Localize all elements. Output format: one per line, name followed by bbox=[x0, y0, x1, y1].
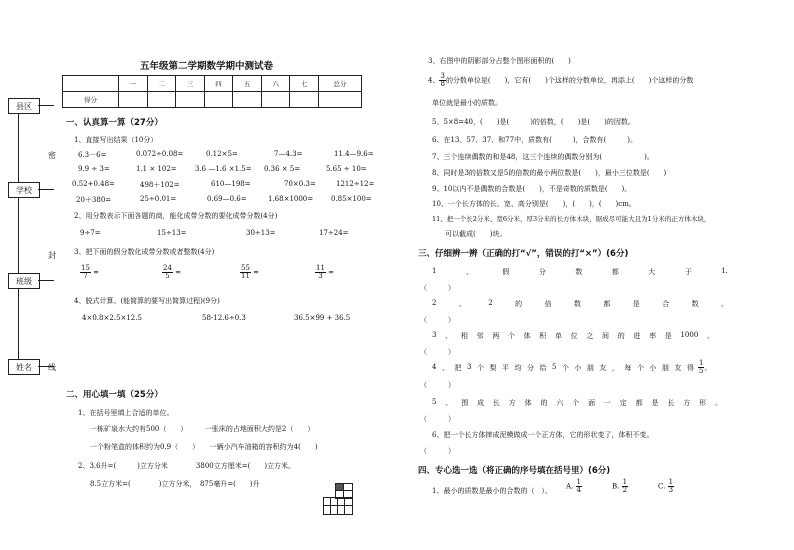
word: 的 bbox=[540, 399, 548, 407]
word: 是 bbox=[632, 300, 640, 308]
word: 得 bbox=[686, 363, 694, 372]
word: 体 bbox=[523, 332, 531, 340]
word: 5 bbox=[432, 398, 437, 406]
frac-num: 15 bbox=[81, 264, 90, 272]
q4-number: 4、 bbox=[428, 76, 440, 85]
grid-cell bbox=[324, 506, 331, 514]
name-label: 姓名 bbox=[16, 362, 32, 372]
word: 方 bbox=[683, 399, 691, 407]
word: 两 bbox=[492, 332, 500, 340]
word: 于 bbox=[684, 268, 692, 276]
improper-fraction bbox=[80, 265, 99, 280]
word: 3 bbox=[432, 331, 437, 339]
calc-cell: 11.4—9.6= bbox=[334, 150, 374, 158]
seal-xian: 线 bbox=[48, 363, 56, 372]
calc-cell: 610—198= bbox=[211, 180, 251, 188]
score-row-label: 得分 bbox=[63, 92, 119, 108]
calc-cell: 25÷0.01= bbox=[140, 195, 177, 203]
score-cell[interactable] bbox=[176, 92, 205, 108]
word: 合 bbox=[662, 300, 670, 308]
word: 、 bbox=[445, 399, 453, 407]
word: 1. bbox=[721, 267, 728, 275]
section2-heading: 二、用心填一填（25分） bbox=[66, 390, 163, 400]
county-box bbox=[8, 98, 40, 114]
word: 体 bbox=[524, 399, 532, 407]
answer-paren[interactable]: （ ） bbox=[420, 447, 455, 455]
word: 积 bbox=[539, 332, 547, 340]
expression-item: 36.5×99 + 36.5 bbox=[294, 314, 351, 322]
r-q8: 8、同时是3的倍数又是5的倍数的最小两位数是( )，最小三位数是( ) bbox=[432, 169, 667, 177]
frac-den: 4 bbox=[576, 486, 581, 494]
word: 是 bbox=[651, 399, 659, 407]
score-cell[interactable] bbox=[290, 92, 319, 108]
score-corner bbox=[63, 76, 119, 92]
score-cell[interactable] bbox=[204, 92, 233, 108]
grid-cell bbox=[338, 498, 345, 506]
word: 2 bbox=[432, 299, 437, 307]
s1-q2-label: 2、用分数表示下面各题的商，能化成带分数的要化成带分数(4分) bbox=[74, 212, 278, 220]
word: 数 bbox=[573, 300, 581, 308]
class-box bbox=[8, 273, 40, 289]
frac-num: 3 bbox=[440, 72, 445, 80]
frac-den: 5 bbox=[699, 367, 704, 375]
frac-num: 1 bbox=[699, 359, 704, 367]
r-q7: 7、三个连续偶数的和是48，这三个连续的偶数分别为( )。 bbox=[432, 153, 654, 161]
frac-den: 2 bbox=[622, 486, 628, 494]
score-header: 总分 bbox=[319, 76, 362, 92]
s2-q2a: 2、3.6升=( )立方分米 3800立方厘米=( )立方米。 bbox=[78, 462, 296, 470]
division-item: 30÷13= bbox=[246, 229, 276, 237]
calc-cell: 1.68×1000= bbox=[268, 195, 314, 203]
word: 都 bbox=[635, 399, 643, 407]
judge-item-2 bbox=[432, 299, 728, 309]
calc-cell: 3.6 —1.6 ×1.5= bbox=[195, 165, 252, 173]
option-label: B. bbox=[612, 482, 620, 491]
word: 围 bbox=[461, 399, 469, 407]
frac-num: 1 bbox=[668, 478, 674, 486]
page-title: 五年级第二学期数学期中测试卷 bbox=[140, 61, 274, 72]
word: 位 bbox=[570, 332, 578, 340]
word: 个 bbox=[636, 363, 644, 372]
judge-item-5 bbox=[432, 398, 722, 408]
blank-cell bbox=[344, 484, 352, 491]
r-q9: 9、10以内不是偶数的合数是( )，不是奇数的质数是( )。 bbox=[432, 185, 632, 193]
score-cell[interactable] bbox=[233, 92, 262, 108]
option-a[interactable] bbox=[566, 479, 582, 494]
school-box bbox=[8, 182, 40, 198]
calc-cell: 1212÷12= bbox=[336, 180, 375, 188]
word: 。 bbox=[714, 399, 722, 407]
word: 。 bbox=[721, 300, 728, 308]
score-header: 一 bbox=[119, 76, 148, 92]
word: 把 bbox=[454, 363, 462, 372]
word: 倍 bbox=[544, 300, 552, 308]
answer-paren[interactable]: （ ） bbox=[420, 381, 455, 389]
word: 小 bbox=[649, 363, 657, 372]
answer-paren[interactable]: （ ） bbox=[420, 316, 455, 324]
equals-sign: = bbox=[328, 268, 335, 277]
word: 成 bbox=[477, 399, 485, 407]
word: 数 bbox=[691, 300, 699, 308]
word: 3 bbox=[466, 362, 472, 371]
s4-q1: 1、最小的质数是最小的合数的（ ）。 bbox=[432, 487, 552, 495]
word: 率 bbox=[649, 332, 657, 340]
frac-num: 24 bbox=[163, 264, 172, 272]
word: 5 bbox=[551, 362, 557, 371]
word: 友 bbox=[674, 363, 682, 372]
word: 、 bbox=[458, 300, 466, 308]
word: 都 bbox=[611, 268, 619, 276]
word: 、 bbox=[465, 268, 473, 276]
section4-heading: 四、专心选一选（将正确的序号填在括号里）(6分) bbox=[418, 466, 611, 476]
equals-sign: = bbox=[253, 268, 260, 277]
word: 友 bbox=[599, 363, 607, 372]
word: 2 bbox=[488, 299, 493, 307]
expression-item: 58-12.6÷0.3 bbox=[202, 314, 246, 322]
word: 长 bbox=[667, 399, 675, 407]
division-item: 15÷13= bbox=[157, 229, 187, 237]
score-cell[interactable] bbox=[119, 92, 148, 108]
score-header: 四 bbox=[204, 76, 233, 92]
frac-num: 1 bbox=[576, 478, 581, 486]
score-cell[interactable] bbox=[319, 92, 362, 108]
s2-q1a: 一栋矿泉水大约有500（ ） 一张床的占地面积大约是2（ ） bbox=[90, 425, 315, 433]
s1-q4-label: 4、脱式计算。(能简算的要写出简算过程)(9分) bbox=[74, 297, 220, 305]
word: 相 bbox=[460, 332, 468, 340]
county-label: 县区 bbox=[16, 101, 32, 111]
word: 均 bbox=[514, 363, 522, 372]
word: 长 bbox=[492, 399, 500, 407]
calc-cell: 9.9 ÷ 3= bbox=[78, 165, 110, 173]
judge-item-3 bbox=[432, 331, 714, 341]
shaded-cell bbox=[336, 484, 344, 491]
s2-q2b: 8.5立方米=( )立方分米， 875毫升=( )升 bbox=[90, 480, 260, 488]
word: 朋 bbox=[586, 363, 594, 372]
r-q6: 6、在13、57、37、和77中，质数有( )，合数有( )。 bbox=[432, 136, 638, 144]
grid-cell bbox=[338, 506, 345, 514]
frac-den: 5 bbox=[165, 272, 170, 280]
s2-q1b: 一个粉笔盒的体积约为0.9（ ） 一辆小汽车油箱的容积约为4( ) bbox=[90, 443, 318, 451]
word: 1000 bbox=[680, 331, 699, 339]
grid-cell bbox=[324, 498, 331, 506]
section3-heading: 三、仔细辨一辨（正确的打“√”，错误的打“×”）(6分) bbox=[418, 249, 629, 259]
r-q11b: 可以截成( )块。 bbox=[445, 230, 507, 238]
name-box bbox=[8, 359, 40, 375]
option-label: A. bbox=[566, 482, 574, 491]
improper-fraction bbox=[315, 265, 334, 280]
s1-q1-label: 1、直接写出结果（10分） bbox=[74, 136, 158, 144]
word: 的 bbox=[617, 332, 625, 340]
frac-num: 1 bbox=[622, 478, 628, 486]
division-item: 17÷24= bbox=[319, 229, 349, 237]
answer-paren[interactable]: （ ） bbox=[420, 348, 455, 356]
expression-item: 4×0.8×2.5×12.5 bbox=[82, 314, 142, 322]
county-line bbox=[38, 105, 54, 106]
word: 个 bbox=[476, 363, 484, 372]
word: 假 bbox=[502, 268, 510, 276]
division-item: 9÷7= bbox=[80, 229, 101, 237]
frac-den: 3 bbox=[668, 486, 674, 494]
word: 分 bbox=[538, 268, 546, 276]
period: 。 bbox=[704, 363, 712, 372]
r-q4-line bbox=[428, 73, 693, 88]
answer-paren[interactable]: （ ） bbox=[420, 415, 455, 423]
r-q10: 10、一个长方体的长、宽、高分别是( )，( )，( )cm。 bbox=[432, 200, 636, 208]
frac-den: 7 bbox=[83, 272, 88, 280]
judge-item-1 bbox=[432, 267, 728, 277]
calc-cell: 1.1 × 102= bbox=[136, 165, 177, 173]
improper-fraction bbox=[162, 265, 181, 280]
section1-heading: 一、认真算一算（27分） bbox=[66, 118, 163, 128]
word: 平 bbox=[501, 363, 509, 372]
option-c[interactable] bbox=[658, 479, 674, 494]
word: 都 bbox=[603, 300, 611, 308]
word: 形 bbox=[699, 399, 707, 407]
judge-item-6: 6、把一个长方体摔成泥模做成一个正方体，它的形状变了，体积不变。 bbox=[432, 431, 654, 439]
word: 小 bbox=[574, 363, 582, 372]
score-header: 五 bbox=[233, 76, 262, 92]
word: 一 bbox=[603, 399, 611, 407]
seal-mi: 密 bbox=[48, 151, 56, 160]
score-cell[interactable] bbox=[147, 92, 176, 108]
calc-cell: 0.36 × 5= bbox=[264, 165, 301, 173]
word: 个 bbox=[572, 399, 580, 407]
word: 、 bbox=[441, 363, 449, 372]
word: 个 bbox=[561, 363, 569, 372]
score-header: 六 bbox=[261, 76, 290, 92]
calc-cell: 0.12×5= bbox=[206, 150, 238, 158]
word: 给 bbox=[539, 363, 547, 372]
word: 梨 bbox=[489, 363, 497, 372]
frac-num: 55 bbox=[241, 264, 250, 272]
frac-num: 11 bbox=[316, 264, 325, 272]
class-line bbox=[38, 280, 54, 281]
calc-cell: 0.85×100= bbox=[331, 195, 372, 203]
word: 邻 bbox=[476, 332, 484, 340]
word: 单 bbox=[554, 332, 562, 340]
word: 六 bbox=[556, 399, 564, 407]
strip-line-1 bbox=[18, 113, 19, 182]
calc-cell: 0.072÷0.08= bbox=[136, 150, 184, 158]
school-label: 学校 bbox=[16, 185, 32, 195]
calc-cell: 0.52+0.48= bbox=[72, 180, 115, 188]
score-header: 七 bbox=[290, 76, 319, 92]
class-label: 班级 bbox=[16, 276, 32, 286]
r-q4b: 单位就是最小的质数。 bbox=[432, 99, 502, 107]
r-q11a: 11、把一个长2分米、宽6分米、厚3分米的长方体木块，锯成尽可能大且为1分米的正方体木块， bbox=[432, 215, 711, 223]
word: 间 bbox=[602, 332, 610, 340]
calc-cell: 0.69—0.6= bbox=[207, 195, 247, 203]
grid-cell bbox=[331, 506, 338, 514]
r-q4a: 的分数单位是( )，它有( )个这样的分数单位，再添上( )个这样的分数 bbox=[445, 76, 694, 85]
word: 数 bbox=[575, 268, 583, 276]
option-b[interactable] bbox=[612, 479, 628, 494]
word: 分 bbox=[526, 363, 534, 372]
score-header: 三 bbox=[176, 76, 205, 92]
word: 的 bbox=[515, 300, 523, 308]
calc-cell: 498＋102= bbox=[140, 181, 180, 189]
score-header: 二 bbox=[147, 76, 176, 92]
calc-cell: 70×0.3= bbox=[284, 180, 316, 188]
word: 定 bbox=[619, 399, 627, 407]
school-line bbox=[38, 189, 54, 190]
grid-cell bbox=[331, 498, 338, 506]
word: 。 bbox=[706, 332, 714, 340]
grid-cell bbox=[345, 506, 352, 514]
r-q3: 3、右图中的阴影部分占整个图形面积的( ) bbox=[428, 57, 571, 65]
word: 大 bbox=[648, 268, 656, 276]
score-table bbox=[62, 75, 362, 108]
seal-feng: 封 bbox=[48, 251, 56, 260]
frac-den: 8 bbox=[440, 80, 445, 88]
word: 个 bbox=[507, 332, 515, 340]
score-cell[interactable] bbox=[261, 92, 290, 108]
calc-cell: 7—4.3= bbox=[274, 150, 303, 158]
word: 进 bbox=[633, 332, 641, 340]
frac-den: 11 bbox=[241, 272, 250, 280]
word: 方 bbox=[508, 399, 516, 407]
grid-figure bbox=[323, 497, 353, 515]
word: 每 bbox=[624, 363, 632, 372]
judge-item-4 bbox=[432, 360, 711, 375]
word: ， bbox=[611, 363, 619, 372]
s2-q1: 1、在括号里填上合适的单位。 bbox=[78, 409, 174, 417]
option-label: C. bbox=[658, 482, 666, 491]
word: 面 bbox=[588, 399, 596, 407]
equals-sign: = bbox=[93, 268, 100, 277]
s1-q3-label: 3、把下面的假分数化成带分数或者整数(4分) bbox=[74, 248, 215, 256]
improper-fraction bbox=[240, 265, 259, 280]
answer-paren[interactable]: （ ） bbox=[420, 284, 455, 292]
word: 之 bbox=[586, 332, 594, 340]
calc-cell: 5.65 ÷ 10= bbox=[326, 165, 367, 173]
grid-cell bbox=[345, 498, 352, 506]
equals-sign: = bbox=[175, 268, 182, 277]
word: 4 bbox=[432, 362, 437, 371]
frac-den: 3 bbox=[318, 272, 323, 280]
word: 1 bbox=[432, 267, 437, 275]
r-q5: 5、5×8=40，( )是( )的倍数，( )是( )的因数。 bbox=[432, 118, 635, 126]
calc-cell: 6.3－6= bbox=[78, 151, 107, 159]
calc-cell: 20＋380= bbox=[76, 196, 112, 204]
word: 朋 bbox=[661, 363, 669, 372]
strip-line-3 bbox=[18, 288, 19, 359]
word: 、 bbox=[445, 332, 453, 340]
strip-line-2 bbox=[18, 197, 19, 273]
word: 是 bbox=[664, 332, 672, 340]
